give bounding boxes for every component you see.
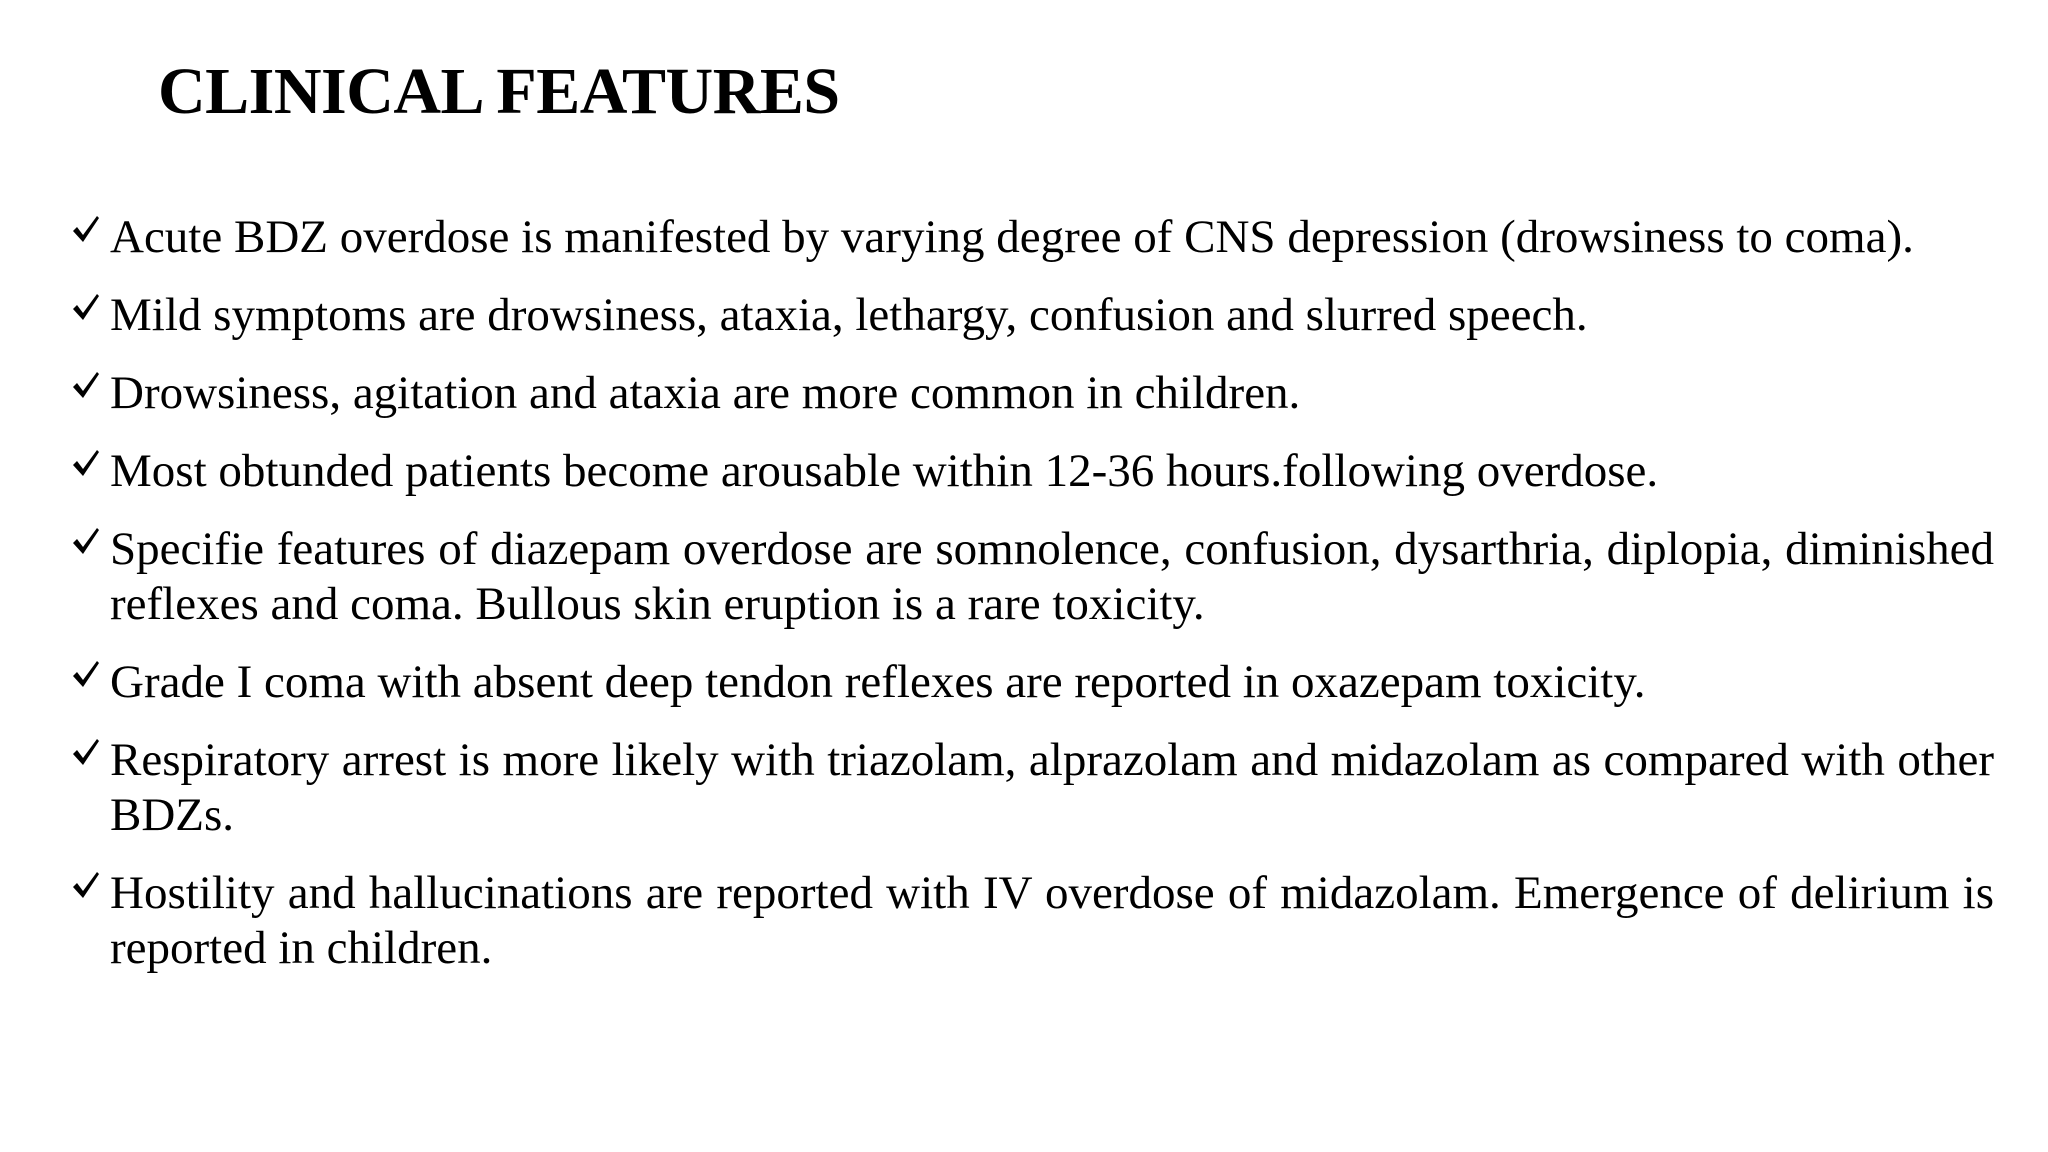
checkmark-icon [72,370,100,400]
checkmark-icon [72,526,100,556]
bullet-text: Most obtunded patients become arousable within 12-36 hours.following overdose. [110,445,1659,497]
bullet-text: Hostility and hallucinations are reported with IV overdose of midazolam. Emergence of delirium is reported in children. [110,867,1994,974]
bullet-text: Grade I coma with absent deep tendon reflexes are reported in oxazepam toxicity. [110,656,1646,708]
checkmark-icon [72,659,100,689]
bullet-item [72,522,1994,632]
bullet-item [72,733,1994,843]
bullet-text: Acute BDZ overdose is manifested by varying degree of CNS depression (drowsiness to coma). [110,211,1914,263]
checkmark-icon [72,448,100,478]
bullet-item [72,444,1994,499]
bullet-text: Respiratory arrest is more likely with triazolam, alprazolam and midazolam as compared with other BDZs. [110,734,1994,841]
bullet-item [72,866,1994,976]
bullet-text: Drowsiness, agitation and ataxia are more common in children. [110,367,1301,419]
bullet-item [72,366,1994,421]
bullet-text: Mild symptoms are drowsiness, ataxia, lethargy, confusion and slurred speech. [110,289,1588,341]
checkmark-icon [72,870,100,900]
bullet-list [72,210,1994,999]
checkmark-icon [72,737,100,767]
checkmark-icon [72,292,100,322]
bullet-item [72,288,1994,343]
bullet-text: Specifie features of diazepam overdose are somnolence, confusion, dysarthria, diplopia, diminished reflexes and coma. Bullous skin eruption is a rare toxicity. [110,523,1994,630]
bullet-item [72,655,1994,710]
checkmark-icon [72,214,100,244]
bullet-item [72,210,1994,265]
slide-title: CLINICAL FEATURES [158,55,840,128]
